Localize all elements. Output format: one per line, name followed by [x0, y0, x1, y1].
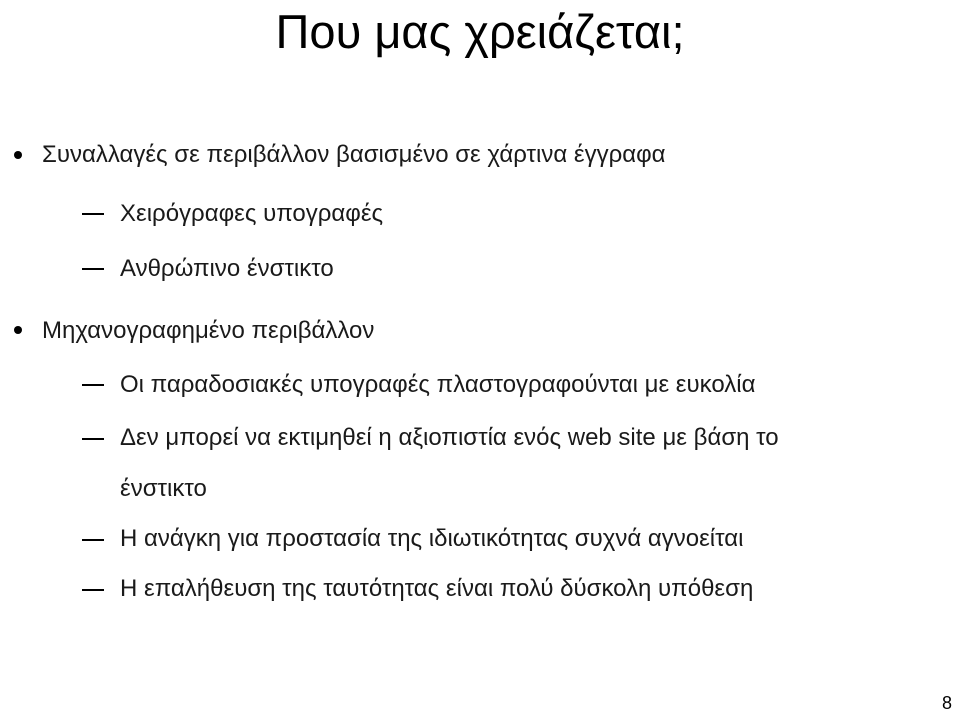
bullet-text: Συναλλαγές σε περιβάλλον βασισμένο σε χάρτινα έγγραφα [42, 141, 666, 168]
subitem-text: Η επαλήθευση της ταυτότητας είναι πολύ δύσκολη υπόθεση [120, 575, 754, 602]
page-number: 8 [941, 693, 952, 713]
subitem-continuation-text: ένστικτο [120, 475, 207, 502]
slide-title: Που μας χρειάζεται; [275, 5, 685, 58]
bullet-text: Μηχανογραφημένο περιβάλλον [42, 317, 375, 344]
subitem-text: Οι παραδοσιακές υπογραφές πλαστογραφούνται με ευκολία [120, 371, 756, 398]
bullet-icon [14, 151, 22, 159]
dash-icon [82, 539, 104, 541]
dash-icon [82, 438, 104, 440]
subitem-text: Ανθρώπινο ένστικτο [120, 255, 334, 282]
dash-icon [82, 268, 104, 270]
subitem-text: Χειρόγραφες υπογραφές [120, 200, 384, 227]
subitem-text: Η ανάγκη για προστασία της ιδιωτικότητας συχνά αγνοείται [120, 525, 744, 552]
dash-icon [82, 589, 104, 591]
dash-icon [82, 384, 104, 386]
bullet-icon [14, 326, 22, 334]
subitem-text: Δεν μπορεί να εκτιμηθεί η αξιοπιστία ενός web site με βάση το [120, 424, 779, 451]
dash-icon [82, 213, 104, 215]
